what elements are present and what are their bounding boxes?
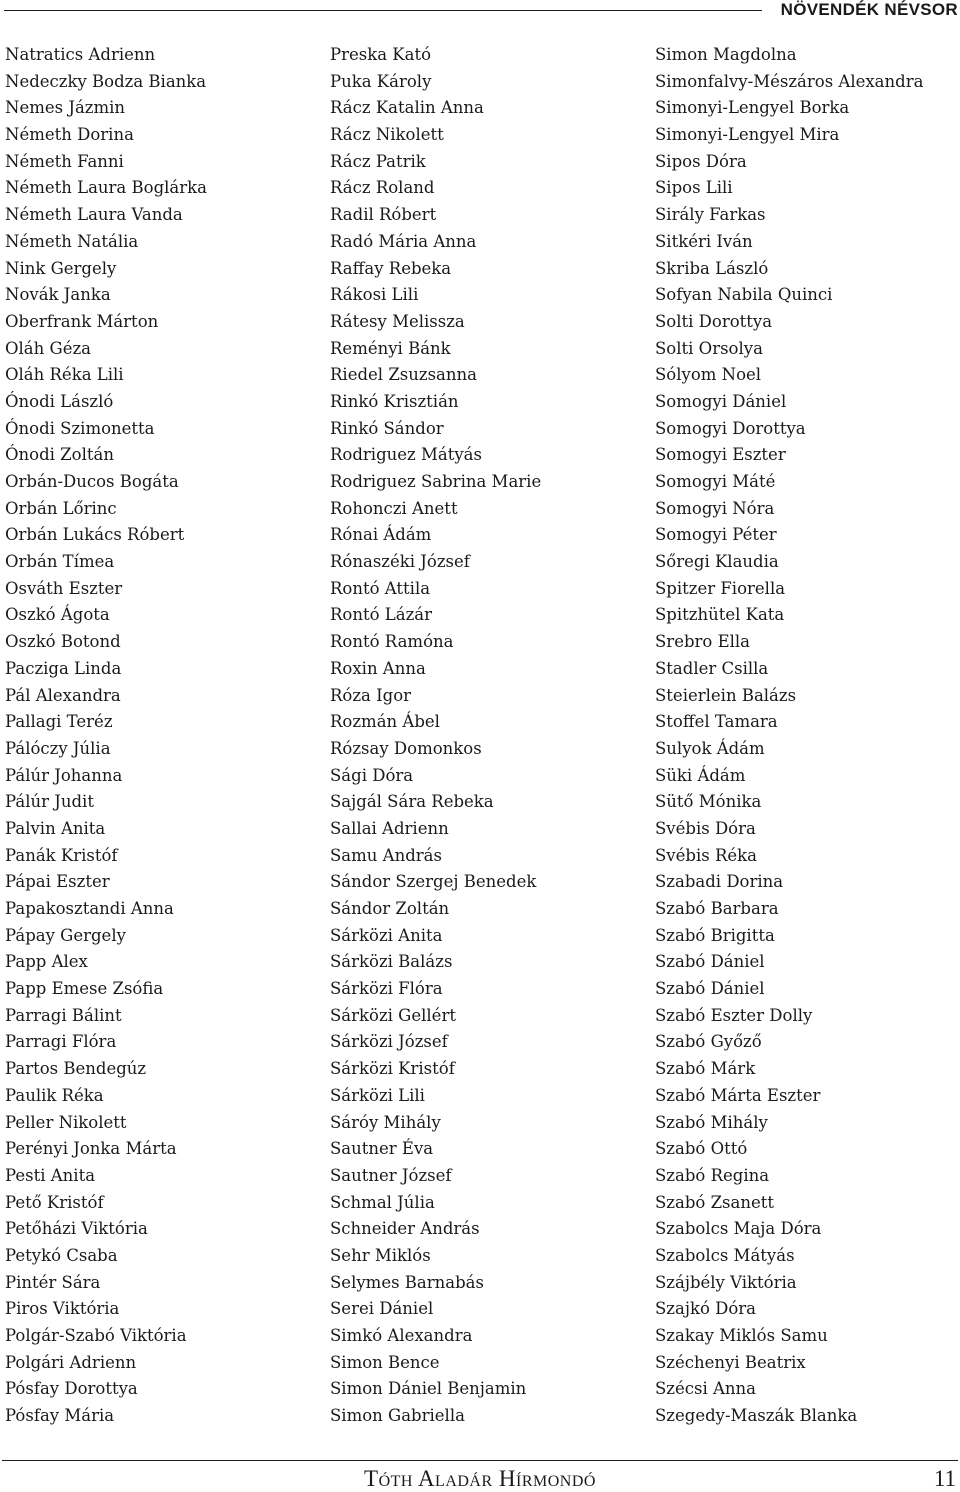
student-name: Paulik Réka [5,1085,104,1105]
student-name: Rátesy Melissza [330,311,465,331]
student-name: Osváth Eszter [5,578,123,598]
student-name: Schmal Júlia [330,1192,435,1212]
student-name: Somogyi Máté [655,472,776,491]
student-name: Rodriguez Mátyás [330,445,482,465]
student-name: Svébis Dóra [655,818,756,838]
footer-rule [2,1460,958,1461]
student-name: Rontó Ramóna [330,632,454,652]
student-name: Simonyi-Lengyel Mira [655,125,840,145]
student-name: Pallagi Teréz [5,712,113,732]
student-name: Pacziga Linda [5,658,122,678]
name-column-1 [5,42,207,1430]
page-header [0,0,960,22]
student-name: Sitkéri Iván [655,231,753,251]
student-name: Pósfay Mária [5,1406,115,1426]
student-name: Szabó Ottó [655,1139,748,1159]
student-name: Sallai Adrienn [330,818,449,838]
student-name: Polgár-Szabó Viktória [5,1326,187,1345]
student-name: Papp Alex [5,952,88,972]
student-name: Roxin Anna [330,658,426,678]
student-name: Sárközi József [330,1032,448,1052]
student-name: Orbán-Ducos Bogáta [5,472,179,491]
student-name: Ónodi László [5,391,114,411]
student-name: Pető Kristóf [5,1192,104,1212]
student-name: Papakosztandi Anna [5,899,174,918]
student-name: Rácz Patrik [330,151,426,171]
student-name: Natratics Adrienn [5,45,156,64]
student-name: Simon Bence [330,1352,440,1372]
student-name: Sajgál Sára Rebeka [330,792,494,812]
student-name: Novák Janka [5,285,111,305]
student-name: Somogyi Péter [655,525,777,545]
student-name: Sofyan Nabila Quinci [655,285,833,305]
student-name: Selymes Barnabás [330,1272,484,1292]
student-name: Steierlein Balázs [655,685,797,705]
student-name: Polgári Adrienn [5,1352,137,1372]
student-name: Szabó Márk [655,1059,756,1079]
student-name: Sárközi Balázs [330,952,453,972]
student-name: Rinkó Sándor [330,418,444,438]
student-name: Oláh Géza [5,338,91,358]
student-name: Rontó Lázár [330,605,433,625]
student-name: Sólyom Noel [655,365,762,385]
header-rule [4,10,762,11]
student-name: Schneider András [330,1219,480,1239]
student-name: Sándor Szergej Benedek [330,872,537,892]
student-name: Radil Róbert [330,205,437,225]
student-name: Pálúr Johanna [5,765,123,785]
student-name: Rózsay Domonkos [330,738,482,758]
student-name: Németh Fanni [5,151,124,171]
student-name: Petykó Csaba [5,1245,118,1265]
student-name: Szabó Regina [655,1165,770,1185]
student-name: Szakay Miklós Samu [655,1326,828,1345]
section-title: NÖVENDÉK NÉVSOR [780,0,958,19]
student-name: Rácz Roland [330,178,435,198]
student-name: Peller Nikolett [5,1112,127,1132]
student-name: Sulyok Ádám [655,738,765,758]
student-name: Skriba László [655,258,769,278]
student-name: Spitzhütel Kata [655,605,785,625]
student-name: Róza Igor [330,685,412,705]
student-name: Szabó Mihály [655,1112,768,1132]
student-name: Szécsi Anna [655,1379,756,1399]
student-name: Pesti Anita [5,1165,96,1185]
student-name: Parragi Flóra [5,1032,117,1052]
student-name: Németh Laura Vanda [5,205,183,225]
student-name: Simon Dániel Benjamin [330,1379,527,1399]
student-name: Szabadi Dorina [655,872,784,892]
student-name: Solti Dorottya [655,311,773,331]
student-name: Pápai Eszter [5,872,110,892]
student-name: Sipos Dóra [655,151,747,171]
student-name: Németh Dorina [5,125,134,145]
student-name: Sárközi Anita [330,925,443,945]
student-name: Raffay Rebeka [330,258,452,278]
student-name: Rácz Nikolett [330,125,444,145]
student-name: Sautner Éva [330,1139,434,1159]
student-name: Sirály Farkas [655,205,766,225]
student-name: Sautner József [330,1165,452,1185]
student-name: Nink Gergely [5,258,117,278]
student-name: Pálúr Judit [5,792,94,812]
student-name: Simon Gabriella [330,1406,465,1426]
student-name: Szabó Eszter Dolly [655,1005,813,1025]
student-name: Szegedy-Maszák Blanka [655,1406,858,1426]
student-name: Puka Károly [330,71,432,91]
student-name: Palvin Anita [5,818,106,838]
student-name: Samu András [330,845,442,865]
publication-title: Tóth Aladár Hírmondó [364,1466,596,1491]
student-name: Simon Magdolna [655,45,797,64]
student-name: Rodriguez Sabrina Marie [330,472,542,491]
student-name: Srebro Ella [655,632,751,652]
student-name: Szabó Márta Eszter [655,1085,821,1105]
student-name: Rinkó Krisztián [330,391,459,411]
student-name: Reményi Bánk [330,338,451,358]
student-name: Oszkó Botond [5,632,121,652]
student-name: Sárközi Flóra [330,979,443,999]
student-name: Orbán Lukács Róbert [5,525,185,545]
student-name: Németh Laura Boglárka [5,178,207,198]
student-name: Riedel Zsuzsanna [330,365,477,385]
student-name: Rónaszéki József [330,552,470,572]
student-name: Sárközi Gellért [330,1005,456,1025]
student-name: Szajkó Dóra [655,1299,757,1319]
student-name: Németh Natália [5,231,139,251]
student-name: Piros Viktória [5,1299,120,1319]
student-name: Szabó Győző [655,1032,762,1052]
student-name: Szabolcs Mátyás [655,1245,795,1265]
student-name: Somogyi Dániel [655,391,787,411]
student-name: Pálóczy Júlia [5,738,111,758]
student-name: Sehr Miklós [330,1245,431,1265]
student-name: Somogyi Nóra [655,498,775,518]
student-name: Somogyi Eszter [655,445,786,465]
student-name: Rákosi Lili [330,285,419,305]
student-name: Szájbély Viktória [655,1272,797,1292]
student-name: Spitzer Fiorella [655,578,786,598]
student-name: Sárközi Kristóf [330,1059,455,1079]
student-name: Ónodi Zoltán [5,445,114,465]
student-name: Parragi Bálint [5,1005,122,1025]
student-name: Szabó Brigitta [655,925,775,945]
student-name: Rontó Attila [330,578,431,598]
student-name: Szabó Dániel [655,979,765,999]
page-footer [0,1460,960,1490]
student-name: Sütő Mónika [655,792,762,812]
student-name: Partos Bendegúz [5,1059,147,1079]
student-name: Oberfrank Márton [5,311,159,331]
student-name: Perényi Jonka Márta [5,1139,177,1159]
student-name: Pintér Sára [5,1272,101,1292]
student-name: Rohonczi Anett [330,498,458,518]
student-name: Oláh Réka Lili [5,365,124,385]
student-name: Petőházi Viktória [5,1219,148,1239]
student-name: Rónai Ádám [330,525,432,545]
student-name: Orbán Lőrinc [5,498,117,518]
student-name: Preska Kató [330,45,432,64]
student-name: Nedeczky Bodza Bianka [5,71,207,91]
student-name: Pápay Gergely [5,925,126,945]
student-name: Szabó Barbara [655,899,779,918]
student-name: Simonyi-Lengyel Borka [655,98,850,118]
student-name: Simonfalvy-Mészáros Alexandra [655,71,924,91]
student-name: Nemes Jázmin [5,98,126,118]
page-number: 11 [933,1466,956,1491]
student-name: Sárközi Lili [330,1085,425,1105]
student-name: Rozmán Ábel [330,712,440,732]
student-name: Solti Orsolya [655,338,763,358]
student-name: Sáróy Mihály [330,1112,441,1132]
student-name: Papp Emese Zsófia [5,979,164,999]
name-column-3 [655,42,923,1430]
student-name: Sági Dóra [330,765,414,785]
student-name: Simkó Alexandra [330,1326,473,1345]
student-name: Sőregi Klaudia [655,552,779,572]
student-name: Somogyi Dorottya [655,418,806,438]
student-name: Svébis Réka [655,845,757,865]
student-name: Serei Dániel [330,1299,434,1319]
student-name: Ónodi Szimonetta [5,418,155,438]
student-name: Radó Mária Anna [330,231,477,251]
student-name: Oszkó Ágota [5,605,110,625]
student-name: Sándor Zoltán [330,899,450,918]
student-name: Süki Ádám [655,765,746,785]
student-name: Panák Kristóf [5,845,118,865]
student-name: Stadler Csilla [655,658,769,678]
student-name: Szabó Zsanett [655,1192,774,1212]
student-name: Széchenyi Beatrix [655,1352,806,1372]
student-name: Pál Alexandra [5,685,121,705]
student-name: Szabolcs Maja Dóra [655,1219,822,1239]
student-name: Rácz Katalin Anna [330,98,484,118]
student-name: Orbán Tímea [5,552,115,572]
student-name: Szabó Dániel [655,952,765,972]
name-column-2 [330,42,541,1430]
student-name: Pósfay Dorottya [5,1379,138,1399]
student-name: Stoffel Tamara [655,712,778,732]
student-name: Sipos Lili [655,178,733,198]
